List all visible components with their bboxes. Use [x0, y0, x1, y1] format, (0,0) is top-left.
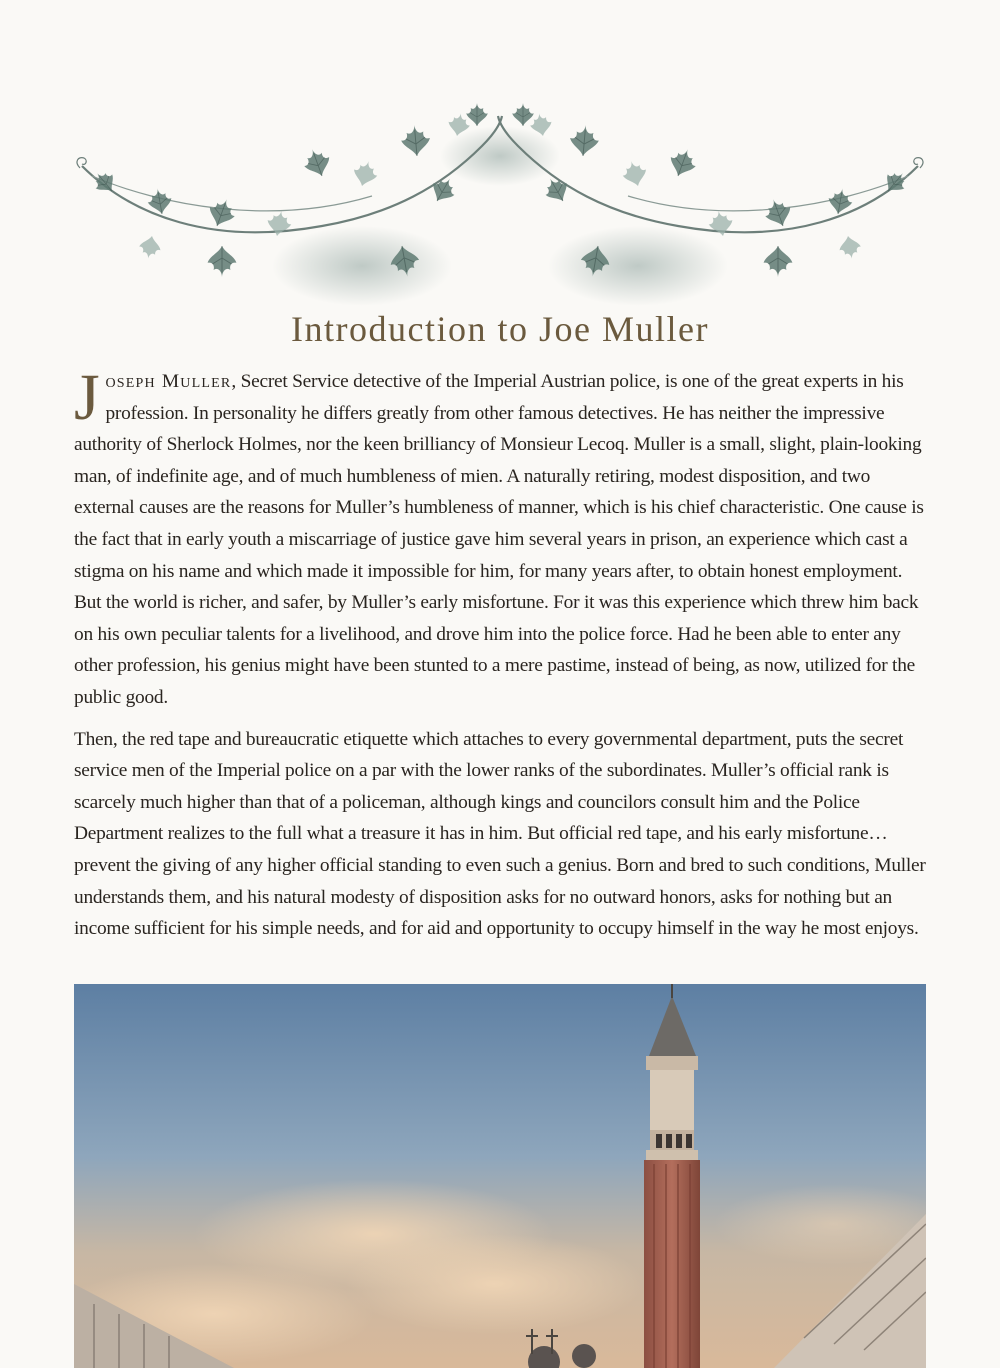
page-title: Introduction to Joe Muller: [291, 309, 709, 349]
ivy-garland-icon: [72, 96, 928, 312]
paragraph-1-text: , Secret Service detective of the Imperial Austrian police, is one of the great experts in his profession. In personality he differs greatly from other famous detectives. He has neither the impressive authority of Sherlock Holmes, nor the keen brilliancy of Monsieur Lecoq. Muller is a small, slight, plain-looking man, of indefinite age, and of much humbleness of mien. A naturally retiring, modest disposition, and two external causes are the reasons for Muller’s humbleness of manner, which is his chief characteristic. One cause is the fact that in early youth a miscarriage of justice gave him several years in prison, an experience which cast a stigma on his name and which made it impossible for him, for many years after, to obtain honest employment. But the world is richer, and safer, by Muller’s early misfortune. For it was this experience which threw him back on his own peculiar talents for a livelihood, and drove him into the police force. Had he been able to enter any other profession, his genius might have been stunted to a mere pastime, instead of being, as now, utilized for the public good.: [74, 371, 924, 708]
paragraph-1: [74, 361, 928, 714]
drop-cap: J: [74, 361, 100, 434]
name-smallcaps: oseph Muller: [105, 371, 232, 392]
article-body: [74, 361, 928, 945]
campanile-venice-painting: [74, 984, 926, 1368]
paragraph-2: Then, the red tape and bureaucratic etiquette which attaches to every governmental department, puts the secret service men of the Imperial police on a par with the lower ranks of the subordinates. Muller’s official rank is scarcely much higher than that of a policeman, although kings and councilors consult him and the Police Department realizes to the full what a treasure it has in him. But official red tape, and his early misfortune… prevent the giving of any higher official standing to even such a genius. Born and bred to such conditions, Muller understands them, and his natural modesty of disposition asks for no outward honors, asks for nothing but an income sufficient for his simple needs, and for aid and opportunity to occupy himself in the way he most enjoys.: [74, 728, 926, 940]
